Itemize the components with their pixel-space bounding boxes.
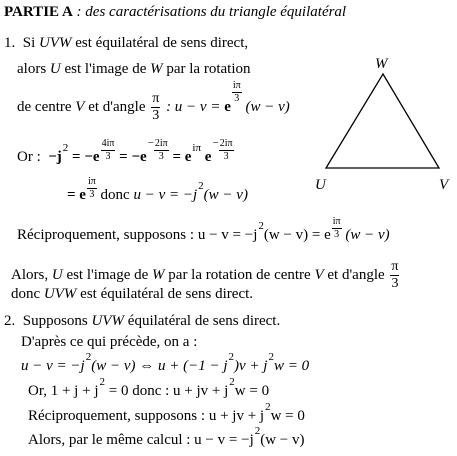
label-v: V xyxy=(439,177,449,193)
triangle-shape xyxy=(326,74,439,168)
partie-subtitle: : des caractérisations du triangle équilatéral xyxy=(72,4,347,20)
item2-line2: D'après ce qui précède, on a : xyxy=(21,334,198,350)
angle-fraction: $\frac{\pi}{3}$ xyxy=(152,91,160,123)
item1-alors-line: Alors, U est l'image de W par la rotation de centre V et d'angle $\frac{\pi}{3}$ xyxy=(11,259,399,291)
item1-conclusion: donc UVW est équilatéral de sens direct. xyxy=(11,286,254,302)
item1-line1: 1. Si UVW est équilatéral de sens direct, xyxy=(4,35,249,51)
item2-line4: Or, 1 + j + j2 = 0 donc : u + jv + j2w = 0 xyxy=(28,376,270,399)
item1-donc-line: = e $\frac{i\pi}{3}$ donc u − v = −j2(w − v) xyxy=(67,176,248,203)
item2-line5: Réciproquement, supposons : u + jv + j2w = 0 xyxy=(28,401,305,424)
label-w: W xyxy=(375,56,388,72)
angle-fraction-2: $\frac{\pi}{3}$ xyxy=(391,259,399,291)
item1-recip-line: Réciproquement, supposons : u − v = −j2(w − v) = e $\frac{i\pi}{3}$ (w − v) xyxy=(17,216,390,243)
item1-or-line: Or : −j2 = −e $\frac{4i\pi}{3}$ = −e− $\frac{2i\pi}{3}$ = eiπ e− $\frac{2i\pi}{3}$ xyxy=(17,137,233,165)
partie-label: PARTIE A xyxy=(4,4,73,20)
item2-line3: u − v = −j2(w − v) ⇔ u + (−1 − j2)v + j2w = 0 xyxy=(21,351,310,374)
item1-line2: alors U est l'image de W par la rotation xyxy=(17,61,251,77)
label-u: U xyxy=(315,177,326,193)
item1-line3: de centre V et d'angle $\frac{\pi}{3}$ : u − v = e $\frac{i\pi}{3}$ (w − v) xyxy=(17,80,290,123)
item2-line1: 2. Supposons UVW équilatéral de sens direct. xyxy=(4,313,281,329)
item2-line6: Alors, par le même calcul : u − v = −j2(w − v) xyxy=(28,425,305,448)
section-title xyxy=(4,5,346,20)
